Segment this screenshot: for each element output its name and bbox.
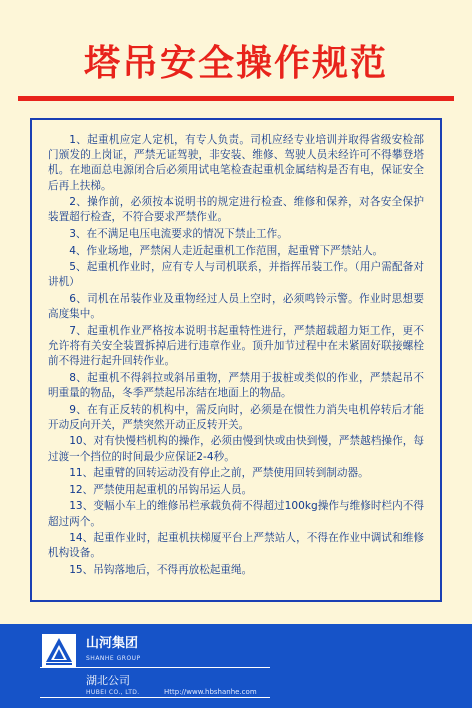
rule-item: 9、在有正反转的机构中，需反向时，必须是在惯性力消失电机停转后才能开动反向开关，严禁突然开动正反转开关。	[48, 403, 424, 431]
company-name: 湖北公司	[86, 674, 130, 687]
rule-item: 14、起重作业时，起重机扶梯厦平台上严禁站人，不得在作业中调试和维修机构设备。	[48, 532, 424, 560]
rule-item: 1、起重机应定人定机，有专人负责。司机应经专业培训并取得省级安检部门颁发的上岗证，严禁无证驾驶，非安装、维修、驾驶人员未经许可不得攀登塔机。在地面总电源闭合后必须用试电笔检查起重机金属结构是否有电，保证安全后再上扶梯。	[48, 134, 424, 192]
rule-item: 4、作业场地，严禁闲人走近起重机工作范围，起重臂下严禁站人。	[69, 244, 384, 257]
rule-item: 2、操作前，必须按本说明书的规定进行检查、维修和保养，对各安全保护装置超行检查，不符合要求严禁作业。	[48, 196, 424, 224]
rule-item: 10、对有快慢档机构的操作，必须由慢到快或由快到慢，严禁越档操作，每过渡一个挡位的时间最少应保证2-4秒。	[48, 435, 424, 463]
rule-item: 8、起重机不得斜拉或斜吊重物，严禁用于拔桩或类似的作业，严禁起吊不明重量的物品，冬季严禁起吊冻结在地面上的物品。	[48, 371, 424, 399]
brand-name: 山河集团	[86, 636, 139, 651]
rule-item: 6、司机在吊装作业及重物经过人员上空时，必须鸣铃示警。作业时思想要高度集中。	[48, 292, 424, 321]
rule-item: 5、起重机作业时，应有专人与司机联系，并指挥吊装工作。（用户需配备对讲机）	[48, 261, 424, 289]
title-underline	[18, 96, 454, 101]
rule-item: 3、在不满足电压电流要求的情况下禁止工作。	[69, 228, 288, 240]
website-link[interactable]: Http://www.hbshanhe.com	[164, 688, 257, 696]
footer-divider	[40, 697, 270, 698]
footer-divider	[40, 667, 270, 668]
rules-list	[48, 133, 424, 580]
rule-item: 15、吊钩落地后，不得再放松起重绳。	[69, 563, 253, 576]
rule-item: 13、变幅小车上的维修吊栏承载负荷不得超过100kg操作与维修时栏内不得超过两个。	[48, 500, 424, 528]
rule-item: 7、起重机作业严格按本说明书起重特性进行，严禁超载超力矩工作，更不允许将有关安全装置拆掉后进行违章作业。顶升加节过程中在未紧固好联接螺栓前不得进行起升回转作业。	[48, 324, 424, 368]
page-title: 塔吊安全操作规范	[83, 43, 388, 84]
rule-item: 11、起重臂的回转运动没有停止之前，严禁使用回转到制动器。	[69, 467, 369, 480]
brand-name-en: SHANHE GROUP	[86, 655, 141, 662]
rule-item: 12、严禁使用起重机的吊钩吊运人员。	[69, 483, 253, 496]
shanhe-logo-icon	[42, 634, 76, 668]
company-name-en: HUBEI CO., LTD.	[86, 689, 140, 696]
